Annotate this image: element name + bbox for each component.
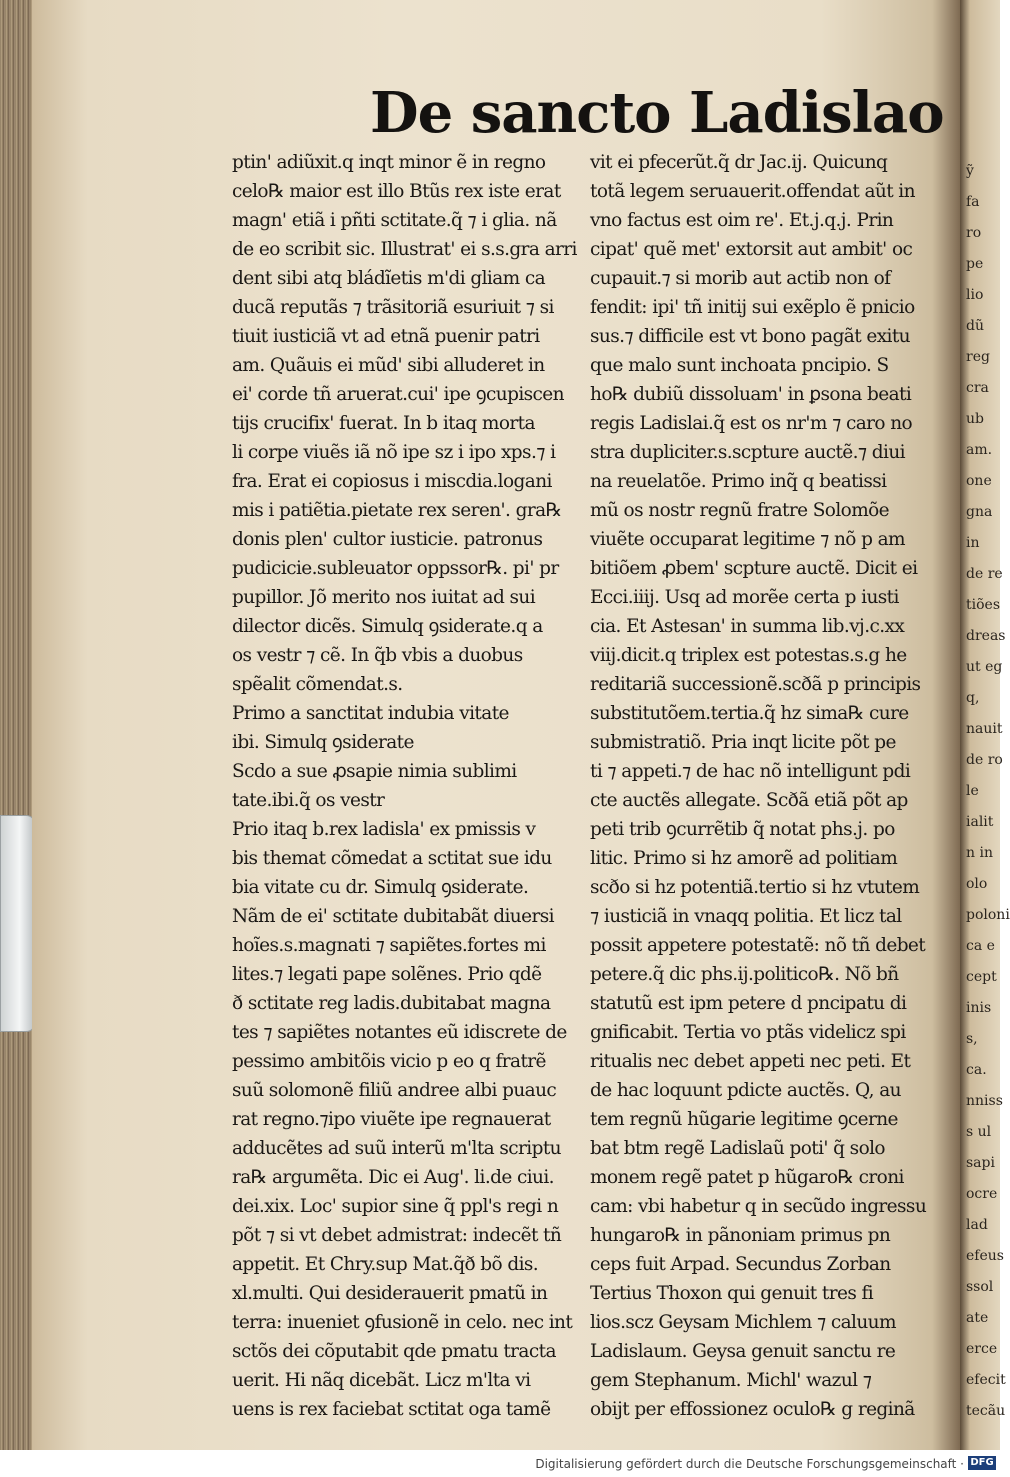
facing-page-fragment: ocre bbox=[966, 1186, 998, 1202]
text-line: rat regno.⁊ipo viuẽte ipe regnauerat bbox=[232, 1109, 551, 1130]
text-line: mũ os nostr regnũ fratre Solomõe bbox=[590, 500, 890, 521]
text-line: tijs crucifix' fuerat. In b itaq morta bbox=[232, 413, 535, 434]
page-edges bbox=[0, 0, 36, 1450]
text-line: na reuelatõe. Primo inq̃ q beatissi bbox=[590, 471, 887, 492]
text-line: ibi. Simulq ꝯsiderate bbox=[232, 732, 414, 753]
text-line: bia vitate cu dr. Simulq ꝯsiderate. bbox=[232, 877, 529, 898]
text-line: cia. Et Astesan' in summa lib.vj.c.xx bbox=[590, 616, 905, 637]
facing-page-fragment: le bbox=[966, 783, 979, 799]
text-line: magn' etiã i pñti sctitate.q̃ ⁊ i glia. nã bbox=[232, 210, 557, 231]
text-line: cipat' quẽ met' extorsit aut ambit' oc bbox=[590, 239, 913, 260]
facing-page-fragment: nniss bbox=[966, 1093, 1003, 1109]
text-line: statutũ est ipm petere d pncipatu di bbox=[590, 993, 907, 1014]
text-line: appetit. Et Chry.sup Mat.q̃ð bõ dis. bbox=[232, 1254, 539, 1275]
text-line: dilector dicẽs. Simulq ꝯsiderate.q a bbox=[232, 616, 543, 637]
text-line: lites.⁊ legati pape solẽnes. Prio qdẽ bbox=[232, 964, 542, 985]
dfg-logo: DFG bbox=[968, 1456, 996, 1470]
facing-page-edge bbox=[960, 0, 1010, 1450]
text-line: regis Ladislai.q̃ est os nr'm ⁊ caro no bbox=[590, 413, 913, 434]
text-line: am. Quãuis ei mũd' sibi alluderet in bbox=[232, 355, 545, 376]
text-line: ho℞ dubiũ dissoluam' in ꝑsona beati bbox=[590, 384, 912, 405]
text-line: ⁊ iusticiã in vnaqq politia. Et licz tal bbox=[590, 906, 902, 927]
text-line: Nãm de ei' sctitate dubitabãt diuersi bbox=[232, 906, 554, 927]
facing-page-fragment: cra bbox=[966, 380, 989, 396]
facing-page-fragment: erce bbox=[966, 1341, 998, 1357]
text-line: monem regẽ patet p hũgaro℞ croni bbox=[590, 1167, 904, 1188]
facing-page-fragment: ssol bbox=[966, 1279, 994, 1295]
facing-page-fragment: efecit bbox=[966, 1372, 1006, 1388]
text-line: viuẽte occuparat legitime ⁊ nõ p am bbox=[590, 529, 905, 550]
text-line: submistratiõ. Pria inqt licite põt pe bbox=[590, 732, 896, 753]
text-line: stra dupliciter.s.scpture auctẽ.⁊ diui bbox=[590, 442, 905, 463]
text-line: uens is rex faciebat sctitat oga tamẽ bbox=[232, 1399, 551, 1420]
text-line: sctõs dei cõputabit qde pmatu tracta bbox=[232, 1341, 556, 1362]
facing-page-fragment: ỹ bbox=[966, 163, 974, 179]
facing-page-fragment: pe bbox=[966, 256, 984, 272]
facing-page-fragment: in bbox=[966, 535, 980, 551]
facing-page-fragment: poloni bbox=[966, 907, 1010, 923]
text-line: substitutõem.tertia.q̃ hz sima℞ cure bbox=[590, 703, 909, 724]
text-line: obijt per effossionez oculo℞ g reginã bbox=[590, 1399, 915, 1420]
text-line: scðo si hz potentiã.tertio si hz vtutem bbox=[590, 877, 920, 898]
text-line: fra. Erat ei copiosus i miscdia.logani bbox=[232, 471, 552, 492]
text-line: uerit. Hi nãq dicebãt. Licz m'lta vi bbox=[232, 1370, 531, 1391]
text-line: bat btm regẽ Ladislaũ poti' q̃ solo bbox=[590, 1138, 885, 1159]
text-line: sus.⁊ difficile est vt bono pagãt exitu bbox=[590, 326, 910, 347]
text-line: tate.ibi.q̃ os vestr bbox=[232, 790, 385, 811]
text-line: Prio itaq b.rex ladisla' ex pmissis v bbox=[232, 819, 536, 840]
text-line: li corpe viuẽs iã nõ ipe sz i ipo xps.⁊ i bbox=[232, 442, 556, 463]
facing-page-fragment: olo bbox=[966, 876, 988, 892]
text-line: os vestr ⁊ cẽ. In q̃b vbis a duobus bbox=[232, 645, 523, 666]
text-line: mis i patiẽtia.pietate rex seren'. gra℞ bbox=[232, 500, 562, 521]
digitization-footer bbox=[0, 1450, 1000, 1477]
facing-page-fragment: nauit bbox=[966, 721, 1003, 737]
running-heading: De sancto Ladislao bbox=[370, 80, 944, 146]
text-line: gnificabit. Tertia vo ptãs videlicz spi bbox=[590, 1022, 906, 1043]
facing-page-fragment: de re bbox=[966, 566, 1003, 582]
facing-page-fragment: s ul bbox=[966, 1124, 992, 1140]
text-line: vno factus est oim re'. Et.j.q.j. Prin bbox=[590, 210, 894, 231]
facing-page-fragment: lio bbox=[966, 287, 984, 303]
facing-page-fragment: tecãu bbox=[966, 1403, 1006, 1419]
facing-page-fragment: efeus bbox=[966, 1248, 1004, 1264]
text-line: ptin' adiũxit.q inqt minor ẽ in regno bbox=[232, 152, 546, 173]
text-line: ð sctitate reg ladis.dubitabat magna bbox=[232, 993, 551, 1014]
text-line: hungaro℞ in pãnoniam primus pn bbox=[590, 1225, 891, 1246]
text-line: petere.q̃ dic phs.ij.politico℞. Nõ bñ bbox=[590, 964, 899, 985]
text-line: fendit: ipi' tñ initij sui exẽplo ẽ pnicio bbox=[590, 297, 915, 318]
text-line: viij.dicit.q triplex est potestas.s.g he bbox=[590, 645, 907, 666]
page-clip bbox=[0, 815, 36, 1032]
text-line: pessimo ambitõis vicio p eo q fratrẽ bbox=[232, 1051, 546, 1072]
facing-page-fragment: de ro bbox=[966, 752, 1003, 768]
facing-page-fragment: q, bbox=[966, 690, 980, 706]
text-line: Primo a sanctitat indubia vitate bbox=[232, 703, 509, 724]
text-line: põt ⁊ si vt debet admistrat: indecẽt tñ bbox=[232, 1225, 562, 1246]
facing-page-fragment: dreas bbox=[966, 628, 1006, 644]
facing-page-fragment: ate bbox=[966, 1310, 989, 1326]
facing-page-fragment: ialit bbox=[966, 814, 994, 830]
text-line: Scdo a sue ꝓsapie nimia sublimi bbox=[232, 761, 517, 782]
facing-page-fragment: am. bbox=[966, 442, 993, 458]
text-line: possit appetere potestatẽ: nõ tñ debet bbox=[590, 935, 926, 956]
text-line: reditariã successionẽ.scðã p principis bbox=[590, 674, 921, 695]
text-line: bis themat cõmedat a sctitat sue idu bbox=[232, 848, 552, 869]
facing-page-fragment: ut eg bbox=[966, 659, 1003, 675]
text-line: ra℞ argumẽta. Dic ei Aug'. li.de ciui. bbox=[232, 1167, 554, 1188]
right-text-column bbox=[590, 148, 935, 1424]
text-line: terra: inueniet ꝯfusionẽ in celo. nec int bbox=[232, 1312, 573, 1333]
facing-page-fragment: tiões bbox=[966, 597, 1001, 613]
text-line: cam: vbi habetur q in secũdo ingressu bbox=[590, 1196, 927, 1217]
text-line: dei.xix. Loc' supior sine q̃ ppl's regi n bbox=[232, 1196, 559, 1217]
text-line: xl.multi. Qui desiderauerit pmatũ in bbox=[232, 1283, 548, 1304]
facing-page-fragment: dũ bbox=[966, 318, 984, 334]
facing-page-fragment: lad bbox=[966, 1217, 988, 1233]
text-line: gem Stephanum. Michl' wazul ⁊ bbox=[590, 1370, 872, 1391]
text-line: bitiõem ꝓbem' scpture auctẽ. Dicit ei bbox=[590, 558, 918, 579]
text-line: Tertius Thoxon qui genuit tres fi bbox=[590, 1283, 874, 1304]
text-line: ceps fuit Arpad. Secundus Zorban bbox=[590, 1254, 891, 1275]
facing-page-fragment: ca e bbox=[966, 938, 995, 954]
facing-page-fragment: gna bbox=[966, 504, 993, 520]
facing-page-fragment: fa bbox=[966, 194, 980, 210]
text-line: peti trib ꝯcurrẽtib q̃ notat phs.j. po bbox=[590, 819, 895, 840]
facing-page-fragment: sapi bbox=[966, 1155, 995, 1171]
text-line: suũ solomonẽ filiũ andree albi puauc bbox=[232, 1080, 557, 1101]
text-line: Ecci.iiij. Usq ad morẽe certa p iusti bbox=[590, 587, 899, 608]
facing-page-fragment: one bbox=[966, 473, 992, 489]
text-line: spẽalit cõmendat.s. bbox=[232, 674, 403, 695]
facing-page-fragment: ub bbox=[966, 411, 984, 427]
text-line: ritualis nec debet appeti nec peti. Et bbox=[590, 1051, 911, 1072]
text-line: de hac loquunt pdicte auctẽs. Q, au bbox=[590, 1080, 901, 1101]
text-line: de eo scribit sic. Illustrat' ei s.s.gra arri bbox=[232, 239, 577, 260]
text-line: ei' corde tñ aruerat.cui' ipe ꝯcupiscen bbox=[232, 384, 564, 405]
text-line: vit ei pfecerũt.q̃ dr Jac.ij. Quicunq bbox=[590, 152, 888, 173]
text-line: pudicicie.subleuator oppssor℞. pi' pr bbox=[232, 558, 559, 579]
text-line: dent sibi atq bládĩetis m'di gliam ca bbox=[232, 268, 546, 289]
text-line: que malo sunt inchoata pncipio. S bbox=[590, 355, 889, 376]
text-line: tes ⁊ sapiẽtes notantes eũ idiscrete de bbox=[232, 1022, 567, 1043]
facing-page-fragment: ca. bbox=[966, 1062, 987, 1078]
text-line: donis plen' cultor iusticie. patronus bbox=[232, 529, 543, 550]
text-line: pupillor. Jõ merito nos iuitat ad sui bbox=[232, 587, 536, 608]
text-line: lios.scz Geysam Michlem ⁊ caluum bbox=[590, 1312, 896, 1333]
facing-page-fragment: ro bbox=[966, 225, 982, 241]
text-line: ducã reputãs ⁊ trãsitoriã esuriuit ⁊ si bbox=[232, 297, 554, 318]
text-line: totã legem seruauerit.offendat aũt in bbox=[590, 181, 915, 202]
text-line: hoĩes.s.magnati ⁊ sapiẽtes.fortes mi bbox=[232, 935, 546, 956]
text-line: adducẽtes ad suũ interũ m'lta scriptu bbox=[232, 1138, 562, 1159]
text-line: celo℞ maior est illo Btũs rex iste erat bbox=[232, 181, 561, 202]
text-line: Ladislaum. Geysa genuit sanctu re bbox=[590, 1341, 896, 1362]
text-line: cte auctẽs allegate. Scðã etiã põt ap bbox=[590, 790, 908, 811]
text-line: ti ⁊ appeti.⁊ de hac nõ intelligunt pdi bbox=[590, 761, 911, 782]
text-line: litic. Primo si hz amorẽ ad politiam bbox=[590, 848, 898, 869]
facing-page-fragment: s, bbox=[966, 1031, 978, 1047]
footer-credit: Digitalisierung gefördert durch die Deutsche Forschungsgemeinschaft · bbox=[535, 1457, 964, 1471]
text-line: tiuit iusticiã vt ad etnã puenir patri bbox=[232, 326, 540, 347]
text-line: cupauit.⁊ si morib aut actib non of bbox=[590, 268, 891, 289]
text-line: tem regnũ hũgarie legitime ꝯcerne bbox=[590, 1109, 898, 1130]
facing-page-fragment: n in bbox=[966, 845, 993, 861]
facing-page-fragment: inis bbox=[966, 1000, 992, 1016]
facing-page-fragment: cept bbox=[966, 969, 997, 985]
left-text-column bbox=[232, 148, 584, 1424]
facing-page-fragment: reg bbox=[966, 349, 990, 365]
